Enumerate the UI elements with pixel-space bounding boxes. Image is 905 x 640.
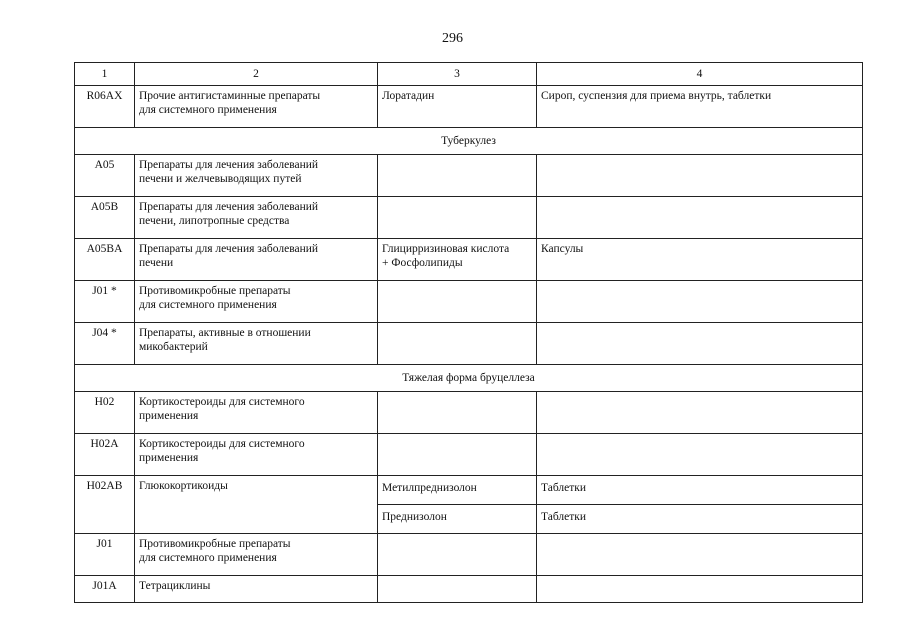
header-cell-3: 3 [378,63,537,86]
drug-name [378,576,537,603]
page-number: 296 [442,31,463,46]
section-title: Тяжелая форма бруцеллеза [75,365,863,392]
dosage-form: Таблетки [537,476,863,505]
section-title: Туберкулез [75,128,863,155]
dosage-form: Капсулы [537,239,863,281]
atc-code: H02A [75,434,135,476]
header-cell-2: 2 [135,63,378,86]
atc-code: J04 * [75,323,135,365]
drug-name [378,281,537,323]
dosage-form [537,576,863,603]
group-name: Кортикостероиды для системного применения [135,434,378,476]
dosage-form [537,434,863,476]
table-header-row [75,63,863,86]
dosage-form [537,392,863,434]
table-row [75,476,863,505]
table-row [75,155,863,197]
table-row [75,392,863,434]
drug-name [378,534,537,576]
atc-code: H02AB [75,476,135,534]
atc-code: A05 [75,155,135,197]
atc-code: J01 [75,534,135,576]
group-name: Препараты для лечения заболеваний печени [135,239,378,281]
atc-code: R06AX [75,86,135,128]
drug-table [74,62,863,603]
table-row [75,534,863,576]
group-name: Тетрациклины [135,576,378,603]
atc-code: J01 * [75,281,135,323]
section-row [75,128,863,155]
dosage-form [537,323,863,365]
group-name: Кортикостероиды для системного применения [135,392,378,434]
drug-name: Преднизолон [378,505,537,534]
table-row [75,281,863,323]
group-name: Противомикробные препараты для системного применения [135,534,378,576]
group-name: Препараты для лечения заболеваний печени, липотропные средства [135,197,378,239]
dosage-form [537,281,863,323]
group-name: Глюкокортикоиды [135,476,378,534]
header-cell-1: 1 [75,63,135,86]
drug-name [378,155,537,197]
dosage-form [537,534,863,576]
dosage-form [537,155,863,197]
table-row [75,197,863,239]
drug-name [378,392,537,434]
table-row [75,86,863,128]
dosage-form: Таблетки [537,505,863,534]
atc-code: A05B [75,197,135,239]
group-name: Противомикробные препараты для системного применения [135,281,378,323]
group-name: Препараты, активные в отношении микобактерий [135,323,378,365]
dosage-form [537,197,863,239]
header-cell-4: 4 [537,63,863,86]
drug-name: Метилпреднизолон [378,476,537,505]
group-name: Прочие антигистаминные препараты для системного применения [135,86,378,128]
drug-name [378,197,537,239]
table-row [75,323,863,365]
drug-name: Лоратадин [378,86,537,128]
table-row [75,576,863,603]
group-name: Препараты для лечения заболеваний печени и желчевыводящих путей [135,155,378,197]
table-row [75,434,863,476]
dosage-form: Сироп, суспензия для приема внутрь, таблетки [537,86,863,128]
section-row [75,365,863,392]
atc-code: A05BA [75,239,135,281]
atc-code: J01A [75,576,135,603]
table-row [75,239,863,281]
drug-name: Глицирризиновая кислота + Фосфолипиды [378,239,537,281]
drug-name [378,434,537,476]
drug-name [378,323,537,365]
atc-code: H02 [75,392,135,434]
